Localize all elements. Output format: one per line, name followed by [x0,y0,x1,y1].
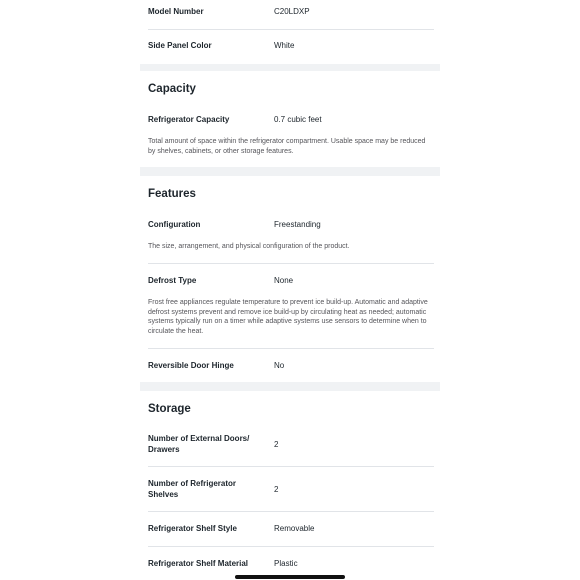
specifications-column [140,0,440,580]
home-indicator[interactable] [235,575,345,579]
spec-value-refrigerator-capacity: 0.7 cubic feet [274,115,322,124]
spec-value-refrigerator-shelves: 2 [274,485,279,494]
spec-value-defrost-type: None [274,276,294,285]
spec-value-reversible-door-hinge: No [274,361,285,370]
section-title-features: Features [148,188,196,200]
features-section [140,176,440,382]
spec-value-configuration: Freestanding [274,220,321,229]
spec-label-reversible-door-hinge: Reversible Door Hinge [148,361,234,370]
divider [148,466,434,467]
spec-value-external-doors: 2 [274,440,279,449]
spec-label-external-doors: Number of External Doors/ Drawers [148,434,250,454]
spec-description-defrost-type: Frost free appliances regulate temperature to prevent ice build-up. Automatic and adaptive defrost systems prevent and remove ice build-up by circulating heat as needed; automatic systems typically run on a timer while adaptive systems use sensors to determine when to circulate the heat. [148,299,428,335]
spec-label-refrigerator-capacity: Refrigerator Capacity [148,115,230,124]
divider [148,348,434,349]
general-spec-card [140,0,440,64]
spec-value-model-number: C20LDXP [274,7,310,16]
spec-label-shelf-style: Refrigerator Shelf Style [148,524,237,533]
spec-value-shelf-material: Plastic [274,559,298,568]
spec-description-refrigerator-capacity: Total amount of space within the refrigerator compartment. Usable space may be reduced by shelves, cabinets, or other storage features. [148,138,426,155]
divider [148,511,434,512]
section-title-capacity: Capacity [148,83,196,95]
divider [148,29,434,30]
capacity-section [140,71,440,167]
spec-label-defrost-type: Defrost Type [148,276,197,285]
spec-label-shelf-material: Refrigerator Shelf Material [148,559,249,568]
divider [148,263,434,264]
spec-label-side-panel-color: Side Panel Color [148,41,212,50]
spec-label-model-number: Model Number [148,7,204,16]
spec-description-configuration: The size, arrangement, and physical configuration of the product. [148,243,350,250]
divider [148,546,434,547]
spec-label-configuration: Configuration [148,220,201,229]
storage-section [140,391,440,580]
spec-value-shelf-style: Removable [274,524,315,533]
spec-value-side-panel-color: White [274,41,295,50]
spec-label-refrigerator-shelves: Number of Refrigerator Shelves [148,479,237,499]
section-title-storage: Storage [148,403,191,415]
